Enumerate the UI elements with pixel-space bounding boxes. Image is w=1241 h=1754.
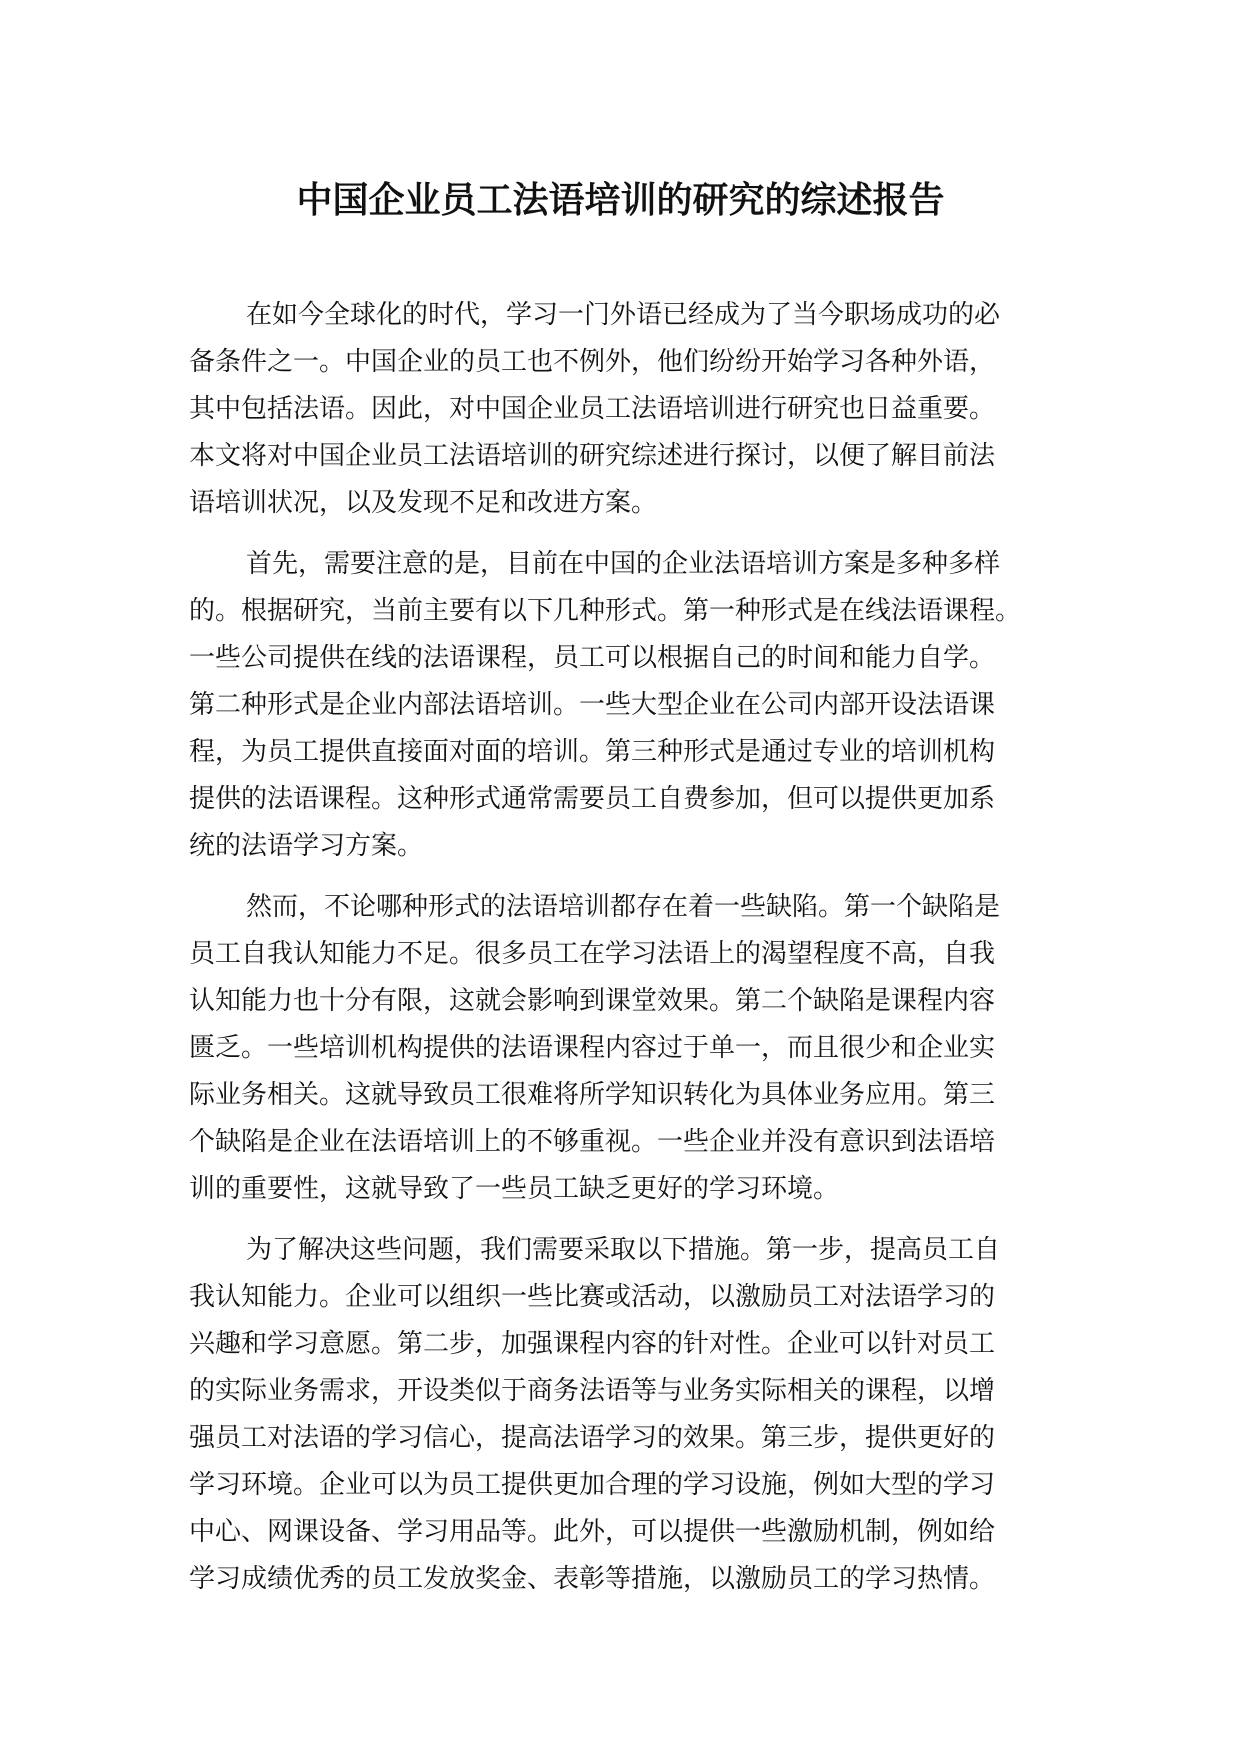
text-line: 为了解决这些问题，我们需要采取以下措施。第一步，提高员工自 (246, 1235, 1001, 1265)
paragraph-defects (189, 884, 1065, 1213)
paragraph-spacer (189, 527, 1065, 541)
paragraph-spacer (189, 1213, 1065, 1227)
text-line: 我认知能力。企业可以组织一些比赛或活动，以激励员工对法语学习的 (189, 1282, 996, 1312)
text-line: 首先，需要注意的是，目前在中国的企业法语培训方案是多种多样 (246, 549, 1001, 579)
text-line: 匮乏。一些培训机构提供的法语课程内容过于单一，而且很少和企业实 (189, 1033, 996, 1063)
text-line: 的实际业务需求，开设类似于商务法语等与业务实际相关的课程，以增 (189, 1376, 996, 1406)
text-line: 在如今全球化的时代，学习一门外语已经成为了当今职场成功的必 (246, 300, 1001, 330)
paragraph-intro (189, 292, 1065, 527)
text-line: 中心、网课设备、学习用品等。此外，可以提供一些激励机制，例如给 (189, 1517, 996, 1547)
text-line: 学习环境。企业可以为员工提供更加合理的学习设施，例如大型的学习 (189, 1470, 996, 1500)
text-line: 统的法语学习方案。 (189, 831, 424, 861)
text-line: 员工自我认知能力不足。很多员工在学习法语上的渴望程度不高，自我 (189, 939, 996, 969)
text-line: 的。根据研究，当前主要有以下几种形式。第一种形式是在线法语课程。 (189, 596, 1022, 626)
text-line: 第二种形式是企业内部法语培训。一些大型企业在公司内部开设法语课 (189, 690, 996, 720)
paragraph-measures (189, 1227, 1065, 1603)
document-title: 中国企业员工法语培训的研究的综述报告 (296, 180, 945, 221)
paragraph-spacer (189, 870, 1065, 884)
text-line: 学习成绩优秀的员工发放奖金、表彰等措施，以激励员工的学习热情。 (189, 1564, 996, 1594)
paragraph-training-forms (189, 541, 1065, 870)
text-line: 训的重要性，这就导致了一些员工缺乏更好的学习环境。 (189, 1174, 840, 1204)
text-line: 提供的法语课程。这种形式通常需要员工自费参加，但可以提供更加系 (189, 784, 996, 814)
text-line: 然而，不论哪种形式的法语培训都存在着一些缺陷。第一个缺陷是 (246, 892, 1001, 922)
text-line: 其中包括法语。因此，对中国企业员工法语培训进行研究也日益重要。 (189, 394, 996, 424)
text-line: 认知能力也十分有限，这就会影响到课堂效果。第二个缺陷是课程内容 (189, 986, 996, 1016)
document-body (189, 292, 1065, 1603)
text-line: 兴趣和学习意愿。第二步，加强课程内容的针对性。企业可以针对员工 (189, 1329, 996, 1359)
text-line: 际业务相关。这就导致员工很难将所学知识转化为具体业务应用。第三 (189, 1080, 996, 1110)
text-line: 一些公司提供在线的法语课程，员工可以根据自己的时间和能力自学。 (189, 643, 996, 673)
text-line: 语培训状况，以及发现不足和改进方案。 (189, 488, 658, 518)
text-line: 程，为员工提供直接面对面的培训。第三种形式是通过专业的培训机构 (189, 737, 996, 767)
text-line: 备条件之一。中国企业的员工也不例外，他们纷纷开始学习各种外语， (189, 347, 996, 377)
text-line: 个缺陷是企业在法语培训上的不够重视。一些企业并没有意识到法语培 (189, 1127, 996, 1157)
text-line: 本文将对中国企业员工法语培训的研究综述进行探讨，以便了解目前法 (189, 441, 996, 471)
text-line: 强员工对法语的学习信心，提高法语学习的效果。第三步，提供更好的 (189, 1423, 996, 1453)
